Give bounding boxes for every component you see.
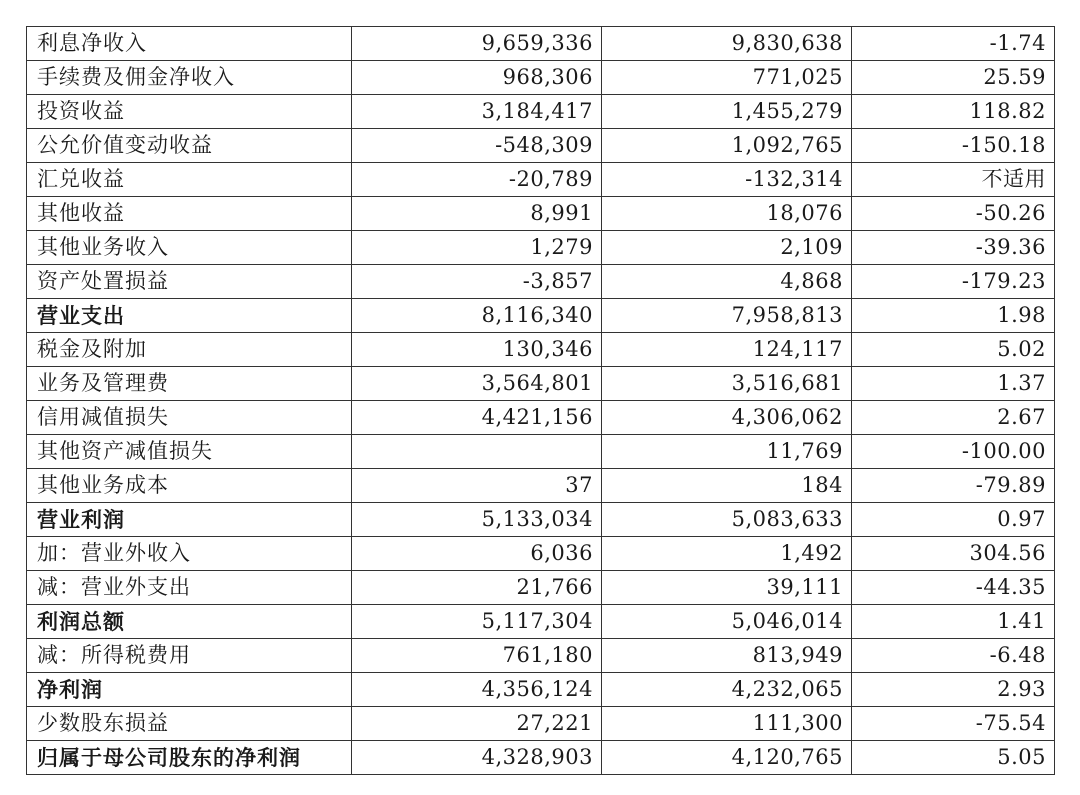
row-label: 业务及管理费 (27, 367, 352, 401)
previous-period-value: 5,046,014 (602, 605, 852, 639)
row-label: 少数股东损益 (27, 707, 352, 741)
previous-period-value: 124,117 (602, 333, 852, 367)
current-period-value: -548,309 (352, 129, 602, 163)
row-label: 营业支出 (27, 299, 352, 333)
previous-period-value: 11,769 (602, 435, 852, 469)
change-percent-value: 1.98 (852, 299, 1055, 333)
table-row (27, 741, 1055, 775)
row-label: 营业利润 (27, 503, 352, 537)
previous-period-value: 18,076 (602, 197, 852, 231)
change-percent-value: -179.23 (852, 265, 1055, 299)
row-label: 减：营业外支出 (27, 571, 352, 605)
table-row (27, 707, 1055, 741)
table-row (27, 265, 1055, 299)
row-label: 其他业务成本 (27, 469, 352, 503)
previous-period-value: 813,949 (602, 639, 852, 673)
current-period-value: 4,421,156 (352, 401, 602, 435)
row-label: 税金及附加 (27, 333, 352, 367)
previous-period-value: 4,868 (602, 265, 852, 299)
current-period-value: 4,356,124 (352, 673, 602, 707)
change-percent-value: 1.37 (852, 367, 1055, 401)
current-period-value: 3,184,417 (352, 95, 602, 129)
table-row (27, 95, 1055, 129)
row-label: 资产处置损益 (27, 265, 352, 299)
table-row (27, 537, 1055, 571)
change-percent-value: 5.02 (852, 333, 1055, 367)
previous-period-value: 5,083,633 (602, 503, 852, 537)
change-percent-value: -75.54 (852, 707, 1055, 741)
row-label: 投资收益 (27, 95, 352, 129)
change-percent-value: -150.18 (852, 129, 1055, 163)
current-period-value: 5,117,304 (352, 605, 602, 639)
current-period-value: -3,857 (352, 265, 602, 299)
row-label: 利息净收入 (27, 27, 352, 61)
previous-period-value: 2,109 (602, 231, 852, 265)
current-period-value: 21,766 (352, 571, 602, 605)
previous-period-value: 1,455,279 (602, 95, 852, 129)
change-percent-value: -39.36 (852, 231, 1055, 265)
previous-period-value: 3,516,681 (602, 367, 852, 401)
table-row (27, 231, 1055, 265)
table-row (27, 435, 1055, 469)
row-label: 减：所得税费用 (27, 639, 352, 673)
table-row (27, 571, 1055, 605)
table-row (27, 61, 1055, 95)
change-percent-value: -6.48 (852, 639, 1055, 673)
row-label: 利润总额 (27, 605, 352, 639)
table-row (27, 27, 1055, 61)
change-percent-value: -44.35 (852, 571, 1055, 605)
row-label: 净利润 (27, 673, 352, 707)
table-row (27, 639, 1055, 673)
table-row (27, 673, 1055, 707)
row-label: 其他收益 (27, 197, 352, 231)
table-row (27, 299, 1055, 333)
row-label: 手续费及佣金净收入 (27, 61, 352, 95)
table-row (27, 333, 1055, 367)
table-row (27, 503, 1055, 537)
previous-period-value: 4,232,065 (602, 673, 852, 707)
previous-period-value: 1,492 (602, 537, 852, 571)
change-percent-value: 2.93 (852, 673, 1055, 707)
current-period-value: 1,279 (352, 231, 602, 265)
previous-period-value: 7,958,813 (602, 299, 852, 333)
current-period-value: 27,221 (352, 707, 602, 741)
current-period-value: 8,116,340 (352, 299, 602, 333)
current-period-value: 37 (352, 469, 602, 503)
row-label: 其他业务收入 (27, 231, 352, 265)
current-period-value: 4,328,903 (352, 741, 602, 775)
row-label: 公允价值变动收益 (27, 129, 352, 163)
table-row (27, 469, 1055, 503)
change-percent-value: 5.05 (852, 741, 1055, 775)
income-statement (26, 26, 1054, 775)
change-percent-value: -100.00 (852, 435, 1055, 469)
current-period-value: 9,659,336 (352, 27, 602, 61)
previous-period-value: 9,830,638 (602, 27, 852, 61)
table-body (27, 27, 1055, 775)
row-label: 汇兑收益 (27, 163, 352, 197)
current-period-value: 968,306 (352, 61, 602, 95)
change-percent-value: -79.89 (852, 469, 1055, 503)
change-percent-value: -50.26 (852, 197, 1055, 231)
current-period-value: -20,789 (352, 163, 602, 197)
current-period-value: 8,991 (352, 197, 602, 231)
current-period-value: 761,180 (352, 639, 602, 673)
previous-period-value: 771,025 (602, 61, 852, 95)
previous-period-value: 1,092,765 (602, 129, 852, 163)
previous-period-value: 111,300 (602, 707, 852, 741)
previous-period-value: -132,314 (602, 163, 852, 197)
previous-period-value: 4,120,765 (602, 741, 852, 775)
change-percent-value: 304.56 (852, 537, 1055, 571)
row-label: 信用减值损失 (27, 401, 352, 435)
current-period-value: 3,564,801 (352, 367, 602, 401)
previous-period-value: 39,111 (602, 571, 852, 605)
current-period-value (352, 435, 602, 469)
current-period-value: 6,036 (352, 537, 602, 571)
current-period-value: 5,133,034 (352, 503, 602, 537)
income-statement-table (26, 26, 1055, 775)
table-row (27, 197, 1055, 231)
table-row (27, 401, 1055, 435)
table-row (27, 367, 1055, 401)
table-row (27, 605, 1055, 639)
change-percent-value: 25.59 (852, 61, 1055, 95)
change-percent-value: 不适用 (852, 163, 1055, 197)
change-percent-value: -1.74 (852, 27, 1055, 61)
previous-period-value: 184 (602, 469, 852, 503)
row-label: 归属于母公司股东的净利润 (27, 741, 352, 775)
row-label: 其他资产减值损失 (27, 435, 352, 469)
row-label: 加：营业外收入 (27, 537, 352, 571)
table-row (27, 129, 1055, 163)
table-row (27, 163, 1055, 197)
change-percent-value: 1.41 (852, 605, 1055, 639)
previous-period-value: 4,306,062 (602, 401, 852, 435)
change-percent-value: 2.67 (852, 401, 1055, 435)
change-percent-value: 118.82 (852, 95, 1055, 129)
change-percent-value: 0.97 (852, 503, 1055, 537)
current-period-value: 130,346 (352, 333, 602, 367)
